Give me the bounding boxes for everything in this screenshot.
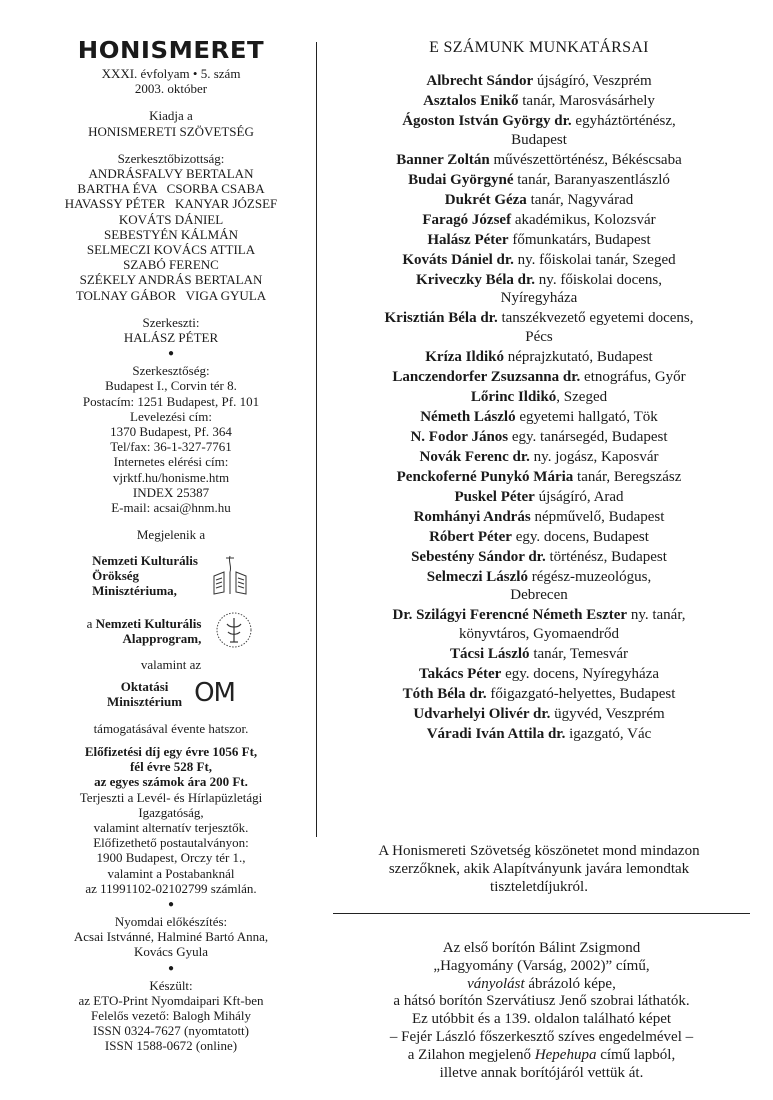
- contributor-role: , Szeged: [556, 388, 608, 405]
- contributor-name: Sebestény Sándor dr.: [411, 548, 546, 565]
- distribution-line: Előfizethető postautalványon:: [93, 835, 249, 851]
- contributor-role: tanár, Temesvár: [529, 645, 629, 662]
- thanks-note: [328, 842, 750, 896]
- om-logo: OM: [194, 678, 235, 709]
- board-member: HAVASSY PÉTER KANYAR JÓZSEF: [64, 196, 278, 212]
- contributor-entry: [328, 685, 750, 704]
- bullet-icon: ●: [167, 962, 175, 974]
- issn-online: ISSN 1588-0672 (online): [104, 1038, 238, 1054]
- contributor-role: néprajzkutató, Budapest: [504, 348, 653, 365]
- tel-fax: Tel/fax: 36-1-327-7761: [110, 439, 232, 455]
- contributor-entry: [328, 309, 750, 346]
- distribution-line: valamint a Postabanknál: [107, 865, 235, 881]
- contributor-location: könyvtáros, Gyomaendrőd: [459, 625, 619, 642]
- printer-name: az ETO-Print Nyomdaipari Kft-ben: [78, 992, 264, 1008]
- contributor-name: N. Fodor János: [410, 428, 509, 445]
- publisher-block: [40, 108, 302, 138]
- contributor-role: tanszékvezető egyetemi docens,: [497, 310, 694, 326]
- nka-emblem-icon: [213, 608, 255, 654]
- office-address: Budapest I., Corvin tér 8.: [105, 378, 237, 394]
- contributor-name: Udvarhelyi Olivér dr.: [413, 705, 551, 722]
- support-text: támogatásával évente hatszor.: [93, 720, 249, 736]
- contributor-name: Lanczendorfer Zsuzsanna dr.: [392, 368, 581, 385]
- board-member: ANDRÁSFALVY BERTALAN: [88, 166, 254, 182]
- sponsor-prefix: a: [86, 616, 93, 632]
- publisher-name: HONISMERETI SZÖVETSÉG: [88, 123, 254, 139]
- thanks-line: A Honismereti Szövetség köszönetet mond mindazon: [378, 843, 700, 859]
- volume-issue: [40, 66, 302, 81]
- contributor-name: Kriveczky Béla dr.: [416, 271, 536, 288]
- contributor-role: egyháztörténész,: [571, 113, 676, 129]
- contributor-name: Váradi Iván Attila dr.: [426, 725, 566, 742]
- issue-date: 2003. október: [134, 81, 208, 97]
- contributor-name: Banner Zoltán: [396, 151, 490, 168]
- contributors-list: [328, 72, 750, 743]
- contributor-role: egy. docens, Budapest: [511, 528, 649, 545]
- sponsor-intro: Megjelenik a: [136, 527, 206, 543]
- board-member: TOLNAY GÁBOR VIGA GYULA: [75, 287, 267, 303]
- web-address: vjrktf.hu/honisme.htm: [112, 469, 230, 485]
- contributor-name: Faragó József: [422, 211, 512, 228]
- contributor-role: tanár, Nagyvárad: [526, 191, 634, 208]
- print-block: [40, 978, 302, 1054]
- contributor-role: ny. főiskolai tanár, Szeged: [513, 251, 676, 268]
- contributor-entry: [328, 388, 750, 407]
- contributor-entry: [328, 112, 750, 149]
- impressum-column: [40, 38, 302, 1054]
- contributor-name: Dr. Szilágyi Ferencné Németh Eszter: [392, 607, 628, 623]
- contributor-entry: [328, 251, 750, 270]
- sponsor-name-line: Nemzeti Kulturális: [95, 616, 202, 632]
- contributor-role: művészettörténész, Békéscsaba: [489, 151, 682, 168]
- contributor-entry: [328, 548, 750, 567]
- contributor-role: régész-muzeológus,: [527, 568, 652, 585]
- publisher-label: Kiadja a: [149, 108, 193, 124]
- board-member: SZÉKELY ANDRÁS BERTALAN: [79, 272, 263, 288]
- issn-print: ISSN 0324-7627 (nyomtatott): [93, 1023, 249, 1039]
- contributor-role: akadémikus, Kolozsvár: [511, 211, 656, 228]
- contributor-name: Albrecht Sándor: [426, 73, 534, 89]
- contributor-entry: [328, 606, 750, 643]
- contributor-location: Nyíregyháza: [500, 290, 578, 306]
- contributors-heading: E SZÁMUNK MUNKATÁRSAI: [429, 39, 649, 56]
- cover-line: illetve annak borítójáról vettük át.: [439, 1064, 644, 1081]
- thanks-line: szerzőknek, akik Alapítványunk javára lemondtak: [388, 861, 690, 877]
- contributor-entry: [328, 645, 750, 664]
- contributor-role: tanár, Beregszász: [573, 468, 682, 485]
- cover-line: – Fejér László főszerkesztő szíves engedelmével –: [389, 1028, 694, 1045]
- contributor-entry: [328, 428, 750, 447]
- contributor-entry: [328, 211, 750, 230]
- editor-label: Szerkeszti:: [142, 314, 200, 330]
- price-line: az egyes számok ára 200 Ft.: [94, 774, 248, 790]
- board-member: SEBESTYÉN KÁLMÁN: [104, 226, 238, 242]
- contributor-entry: [328, 508, 750, 527]
- email-address: E-mail: acsai@hnm.hu: [111, 500, 231, 516]
- prepress-label: Nyomdai előkészítés:: [114, 913, 228, 929]
- sponsor-name-line: Minisztériuma,: [92, 582, 177, 598]
- distribution-line: Terjeszti a Levél- és Hírlapüzletági: [79, 789, 263, 805]
- contributor-name: Puskel Péter: [454, 488, 535, 505]
- contributor-role: népművelő, Budapest: [530, 508, 665, 525]
- bullet-icon: •: [192, 66, 201, 81]
- contributor-name: Penckoferné Punykó Mária: [396, 468, 574, 485]
- distribution-line: valamint alternatív terjesztők.: [93, 819, 249, 835]
- board-member: SZABÓ FERENC: [123, 257, 219, 273]
- bullet-icon: ●: [167, 898, 175, 910]
- contributor-entry: [328, 271, 750, 308]
- contributor-entry: [328, 368, 750, 387]
- sponsor-nko: [40, 552, 302, 598]
- contributor-entry: [328, 568, 750, 605]
- contributor-role: igazgató, Vác: [565, 725, 652, 742]
- editorial-board: [40, 151, 302, 303]
- contributor-name: Róbert Péter: [429, 528, 512, 545]
- contributor-role: újságíró, Arad: [534, 488, 624, 505]
- contributor-location: Budapest: [511, 131, 567, 148]
- contributor-entry: [328, 528, 750, 547]
- contributor-entry: [328, 72, 750, 91]
- contributor-entry: [328, 448, 750, 467]
- sponsor-nka: [40, 608, 302, 654]
- contributor-entry: [328, 171, 750, 190]
- cover-text: a Zilahon megjelenő: [407, 1046, 535, 1063]
- contributor-location: Debrecen: [510, 587, 568, 603]
- contributor-entry: [328, 191, 750, 210]
- price-line: fél évre 528 Ft,: [129, 759, 213, 775]
- cover-line: [333, 976, 750, 994]
- board-member: BARTHA ÉVA CSORBA CSABA: [77, 181, 265, 197]
- contributor-name: Németh László: [420, 408, 516, 425]
- print-manager: Felelős vezető: Balogh Mihály: [91, 1007, 251, 1023]
- cover-line: „Hagyomány (Varság, 2002)” című,: [433, 957, 650, 974]
- prepress-block: [40, 914, 302, 960]
- contributor-name: Krisztián Béla dr.: [384, 310, 498, 326]
- contributor-entry: [328, 348, 750, 367]
- contributor-name: Tácsi László: [449, 645, 530, 662]
- ministry-emblem-icon: [210, 552, 250, 598]
- contributor-name: Romhányi András: [413, 508, 531, 525]
- cover-text: ábrázoló képe,: [524, 975, 616, 992]
- contributor-entry: [328, 231, 750, 250]
- sponsor-name-line: Örökség: [92, 567, 140, 583]
- contributor-name: Ágoston István György dr.: [402, 113, 572, 129]
- sponsor-name-line: Nemzeti Kulturális: [92, 552, 198, 568]
- cover-line: a hátsó borítón Szervátiusz Jenő szobrai láthatók.: [393, 993, 690, 1010]
- postal-address: Postacím: 1251 Budapest, Pf. 101: [82, 393, 260, 409]
- prepress-names: Acsai Istvánné, Halminé Bartó Anna,: [73, 929, 269, 945]
- board-member: KOVÁTS DÁNIEL: [118, 211, 224, 227]
- sponsor-connector: valamint az: [140, 657, 202, 673]
- cover-italic-term: ványolást: [467, 975, 525, 992]
- distribution-line: Igazgatóság,: [138, 804, 204, 820]
- contributor-role: etnográfus, Győr: [580, 368, 686, 385]
- board-member: SELMECZI KOVÁCS ATTILA: [86, 242, 256, 258]
- contributor-role: tanár, Baranyaszentlászló: [513, 171, 670, 188]
- contributor-name: Budai Györgyné: [408, 171, 514, 188]
- sponsor-om: [40, 679, 302, 709]
- cover-text: című lapból,: [596, 1046, 676, 1063]
- volume: XXXI. évfolyam: [101, 66, 190, 81]
- contributor-name: Kováts Dániel dr.: [402, 251, 514, 268]
- contributor-role: ny. tanár,: [627, 607, 686, 623]
- web-label: Internetes elérési cím:: [113, 454, 229, 470]
- mail-address: 1370 Budapest, Pf. 364: [110, 424, 232, 440]
- distribution-line: az 11991102-02102799 számlán.: [85, 880, 257, 896]
- contributor-name: Dukrét Géza: [444, 191, 527, 208]
- contributor-name: Asztalos Enikő: [423, 93, 519, 109]
- contributor-entry: [328, 151, 750, 170]
- contributor-entry: [328, 92, 750, 111]
- contributor-entry: [328, 725, 750, 744]
- sponsor-name-line: Minisztérium: [107, 693, 183, 709]
- mail-label: Levelezési cím:: [130, 408, 212, 424]
- cover-line: Az első borítón Bálint Zsigmond: [442, 940, 641, 956]
- contributor-name: Takács Péter: [418, 665, 502, 682]
- contributor-name: Tóth Béla dr.: [402, 685, 487, 702]
- contributors-column: [328, 38, 750, 745]
- contributor-role: egyetemi hallgató, Tök: [515, 408, 658, 425]
- contributor-name: Selmeczi László: [426, 568, 528, 585]
- contributor-role: egy. tanársegéd, Budapest: [508, 428, 668, 445]
- section-divider: [333, 913, 750, 914]
- index-number: INDEX 25387: [132, 484, 210, 500]
- price-line: Előfizetési díj egy évre 1056 Ft,: [84, 743, 258, 759]
- contributor-entry: [328, 665, 750, 684]
- cover-italic-title: Hepehupa: [534, 1046, 597, 1063]
- cover-note: [333, 940, 750, 1082]
- contributor-entry: [328, 488, 750, 507]
- column-divider: [316, 42, 317, 837]
- contributor-location: Pécs: [525, 328, 553, 345]
- sponsor-name-line: Alapprogram,: [122, 631, 202, 647]
- contributor-role: újságíró, Veszprém: [533, 73, 652, 89]
- contributor-role: főigazgató-helyettes, Budapest: [486, 685, 676, 702]
- contributor-name: Lőrinc Ildikó: [470, 388, 557, 405]
- contributor-name: Novák Ferenc dr.: [419, 448, 530, 465]
- contributor-role: történész, Budapest: [545, 548, 667, 565]
- office-label: Szerkesztőség:: [132, 363, 210, 379]
- subscription-block: [40, 744, 302, 896]
- contributor-entry: [328, 705, 750, 724]
- cover-line: [333, 1047, 750, 1065]
- editor-block: [40, 315, 302, 345]
- contributor-role: ny. jogász, Kaposvár: [529, 448, 659, 465]
- bullet-icon: ●: [167, 348, 175, 360]
- contributor-role: ny. főiskolai docens,: [535, 271, 662, 288]
- magazine-title: HONISMERET: [77, 38, 265, 64]
- contributor-role: tanár, Marosvásárhely: [518, 93, 655, 109]
- contributor-entry: [328, 408, 750, 427]
- thanks-line: tiszteletdíjukról.: [490, 879, 588, 895]
- contributor-entry: [328, 468, 750, 487]
- prepress-names: Kovács Gyula: [133, 944, 208, 960]
- contributor-role: főmunkatárs, Budapest: [508, 231, 651, 248]
- contributor-role: ügyvéd, Veszprém: [550, 705, 665, 722]
- contributor-name: Halász Péter: [427, 231, 509, 248]
- issue: 5. szám: [200, 66, 241, 81]
- sponsor-name-line: Oktatási: [120, 678, 169, 694]
- distribution-line: 1900 Budapest, Orczy tér 1.,: [96, 850, 246, 866]
- contributor-name: Kríza Ildikó: [425, 348, 505, 365]
- board-label: Szerkesztőbizottság:: [117, 150, 225, 166]
- office-block: [40, 363, 302, 515]
- editor-name: HALÁSZ PÉTER: [123, 330, 219, 346]
- cover-line: Ez utóbbit és a 139. oldalon található képet: [411, 1011, 672, 1028]
- contributor-role: egy. docens, Nyíregyháza: [501, 665, 660, 682]
- print-label: Készült:: [149, 977, 193, 993]
